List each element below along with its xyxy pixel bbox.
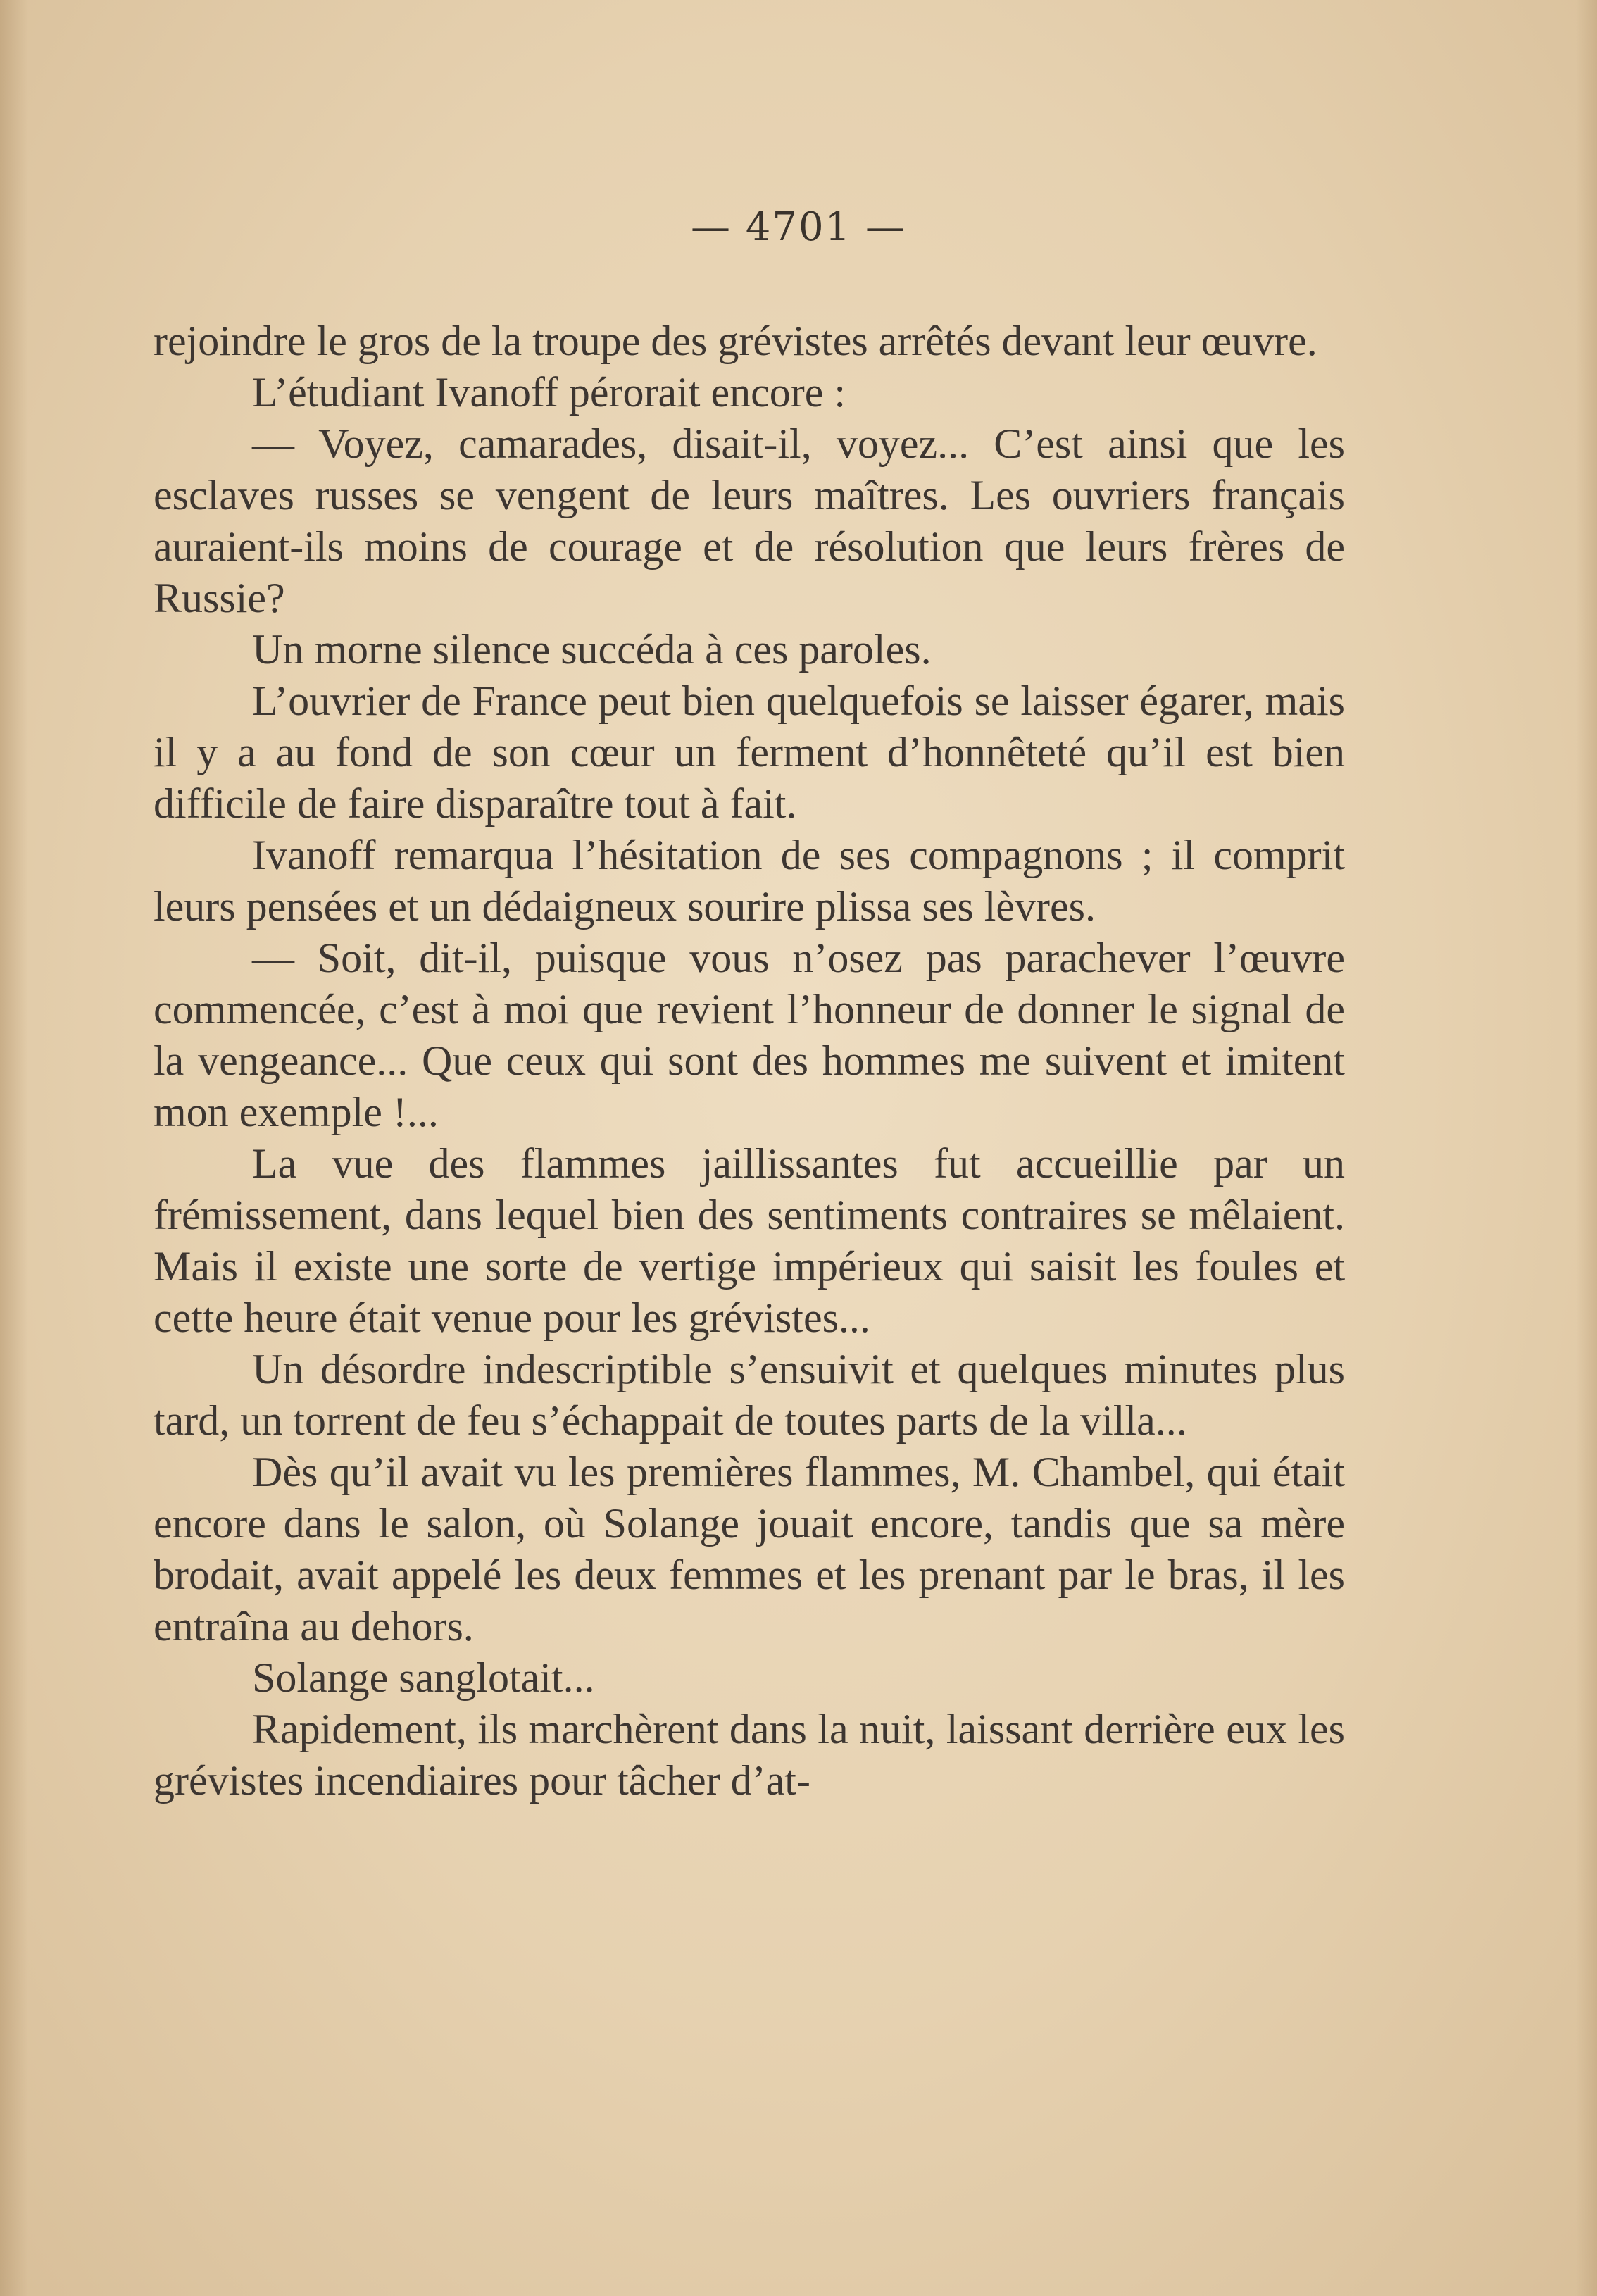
page-edge-shadow-left (0, 0, 28, 2296)
paragraph: L’étudiant Ivanoff pérorait encore : (252, 369, 846, 416)
page-number: — 4701 — (690, 204, 907, 250)
body-text (154, 316, 1345, 1807)
paragraph: Un morne silence succéda à ces paroles. (252, 626, 932, 673)
paragraph: Rapidement, ils marchèrent dans la nuit, laissant derrière eux les grévistes incendiaires pour tâcher d’at- (154, 1706, 1345, 1804)
paragraph: Dès qu’il avait vu les premières flammes, M. Chambel, qui était encore dans le salon, où Solange jouait encore, tandis que sa mère brodait, avait appelé les deux femmes et les prenant par le bras, il les entraîna au dehors. (154, 1449, 1345, 1649)
paragraph-dialogue: — Voyez, camarades, disait-il, voyez... C’est ainsi que les esclaves russes se vengent de leurs maîtres. Les ouvriers français auraient-ils moins de courage et de résolution que leurs frères de Russie? (154, 420, 1345, 621)
paragraph: La vue des flammes jaillissantes fut accueillie par un frémissement, dans lequel bien des sentiments contraires se mêlaient. Mais il existe une sorte de vertige impérieux qui saisit les foules et cette heure était venue pour les grévistes... (154, 1140, 1345, 1341)
paragraph: Un désordre indescriptible s’ensuivit et quelques minutes plus tard, un torrent de feu s’échappait de toutes parts de la villa... (154, 1346, 1345, 1444)
paragraph: L’ouvrier de France peut bien quelquefois se laisser égarer, mais il y a au fond de son cœur un ferment d’honnêteté qu’il est bien difficile de faire disparaître tout à fait. (154, 678, 1345, 827)
page-edge-shadow-right (1576, 0, 1597, 2296)
paragraph-continuation: rejoindre le gros de la troupe des grévistes arrêtés devant leur œuvre. (154, 318, 1317, 364)
paragraph-dialogue: — Soit, dit-il, puisque vous n’osez pas parachever l’œuvre commencée, c’est à moi que revient l’honneur de donner le signal de la vengeance... Que ceux qui sont des hommes me suivent et imitent mon exemple !... (154, 935, 1345, 1135)
paragraph: Ivanoff remarqua l’hésitation de ses compagnons ; il comprit leurs pensées et un dédaigneux sourire plissa ses lèvres. (154, 832, 1345, 930)
paragraph: Solange sanglotait... (252, 1654, 595, 1701)
